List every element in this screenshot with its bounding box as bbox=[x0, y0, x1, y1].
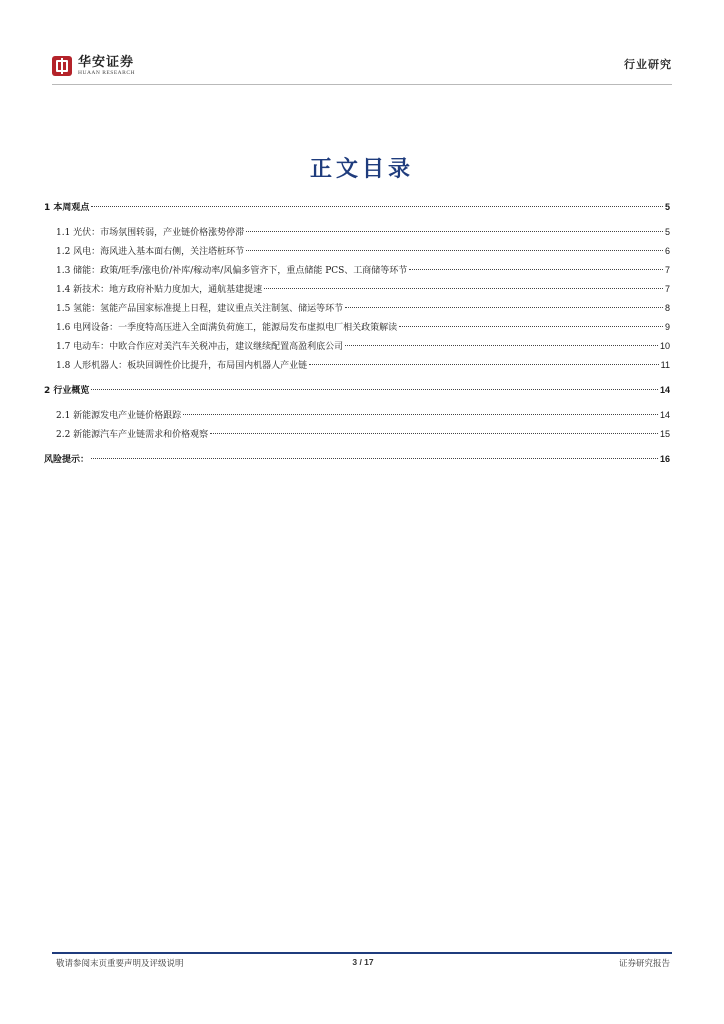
footer-divider bbox=[52, 952, 672, 954]
toc-page-number: 7 bbox=[664, 265, 670, 275]
toc-leader-dots bbox=[409, 269, 663, 270]
toc-leader-dots bbox=[345, 345, 658, 346]
toc-page-number: 15 bbox=[659, 429, 670, 439]
toc-entry-text: 1.4 新技术：地方政府补贴力度加大，通航基建提速 bbox=[56, 285, 263, 295]
toc-entry[interactable] bbox=[44, 425, 670, 444]
toc-leader-dots bbox=[183, 414, 658, 415]
toc-page-number: 10 bbox=[659, 341, 670, 351]
toc-page-number: 6 bbox=[664, 246, 670, 256]
toc-entry[interactable] bbox=[44, 318, 670, 337]
toc-entry-text: 1 本周观点 bbox=[44, 203, 90, 213]
toc-leader-dots bbox=[345, 307, 663, 308]
toc-entry-text: 1.7 电动车：中欧合作应对美汽车关税冲击，建议继续配置高盈利底公司 bbox=[56, 342, 344, 352]
toc-entry-text: 1.3 储能：政策/旺季/涨电价/补库/稼动率/风偏多管齐下，重点储能 PCS、工商储等环节 bbox=[56, 266, 408, 276]
toc-page-number: 11 bbox=[660, 360, 670, 370]
toc-leader-dots bbox=[91, 389, 658, 390]
toc-entry[interactable] bbox=[44, 261, 670, 280]
logo-english-name: HUAAN RESEARCH bbox=[78, 70, 135, 76]
toc-leader-dots bbox=[210, 433, 658, 434]
toc-entry[interactable] bbox=[44, 198, 670, 217]
report-type: 证券研究报告 bbox=[618, 959, 670, 969]
toc-entry-text: 风险提示： bbox=[44, 455, 90, 465]
toc-entry-text: 1.6 电网设备：一季度特高压进入全面满负荷施工，能源局发布虚拟电厂相关政策解读 bbox=[56, 323, 398, 333]
toc-entry[interactable] bbox=[44, 337, 670, 356]
page-number: 3 / 17 bbox=[352, 957, 374, 967]
toc-entry-text: 2 行业概览 bbox=[44, 386, 90, 396]
toc-leader-dots bbox=[264, 288, 663, 289]
toc-page-number: 8 bbox=[664, 303, 670, 313]
toc-entry-text: 2.2 新能源汽车产业链需求和价格观察 bbox=[56, 430, 209, 440]
logo-seal-icon bbox=[52, 56, 72, 76]
header-divider bbox=[52, 84, 672, 85]
toc-leader-dots bbox=[91, 206, 663, 207]
toc-leader-dots bbox=[246, 231, 663, 232]
disclaimer-note: 敬请参阅末页重要声明及评级说明 bbox=[56, 959, 184, 969]
toc-page-number: 9 bbox=[664, 322, 670, 332]
table-of-contents bbox=[44, 198, 670, 469]
toc-entry[interactable] bbox=[44, 406, 670, 425]
toc-leader-dots bbox=[309, 364, 658, 365]
toc-entry[interactable] bbox=[44, 356, 670, 375]
toc-page-number: 14 bbox=[659, 385, 670, 395]
company-logo bbox=[52, 56, 135, 77]
toc-leader-dots bbox=[399, 326, 663, 327]
toc-entry-text: 1.5 氢能：氢能产品国家标准提上日程，建议重点关注制氢、储运等环节 bbox=[56, 304, 344, 314]
toc-entry[interactable] bbox=[44, 223, 670, 242]
toc-entry-text: 1.2 风电：海风进入基本面右侧，关注塔桩环节 bbox=[56, 247, 245, 257]
toc-title: 正文目录 bbox=[309, 156, 414, 182]
toc-entry-text: 1.1 光伏：市场氛围转弱，产业链价格涨势停滞 bbox=[56, 228, 245, 238]
toc-entry-text: 2.1 新能源发电产业链价格跟踪 bbox=[56, 411, 182, 421]
toc-entry[interactable] bbox=[44, 299, 670, 318]
toc-entry[interactable] bbox=[44, 280, 670, 299]
toc-page-number: 5 bbox=[664, 202, 670, 212]
page-footer bbox=[56, 957, 670, 971]
toc-leader-dots bbox=[246, 250, 663, 251]
toc-page-number: 7 bbox=[664, 284, 670, 294]
toc-page-number: 5 bbox=[664, 227, 670, 237]
toc-entry-text: 1.8 人形机器人：板块回调性价比提升，布局国内机器人产业链 bbox=[56, 361, 308, 371]
toc-entry[interactable] bbox=[44, 450, 670, 469]
page-header bbox=[52, 56, 672, 86]
logo-chinese-name: 华安证券 bbox=[78, 55, 135, 70]
toc-page-number: 14 bbox=[659, 410, 670, 420]
toc-page-number: 16 bbox=[659, 454, 670, 464]
toc-entry[interactable] bbox=[44, 242, 670, 261]
toc-entry[interactable] bbox=[44, 381, 670, 400]
toc-leader-dots bbox=[91, 458, 658, 459]
report-category: 行业研究 bbox=[624, 58, 672, 71]
